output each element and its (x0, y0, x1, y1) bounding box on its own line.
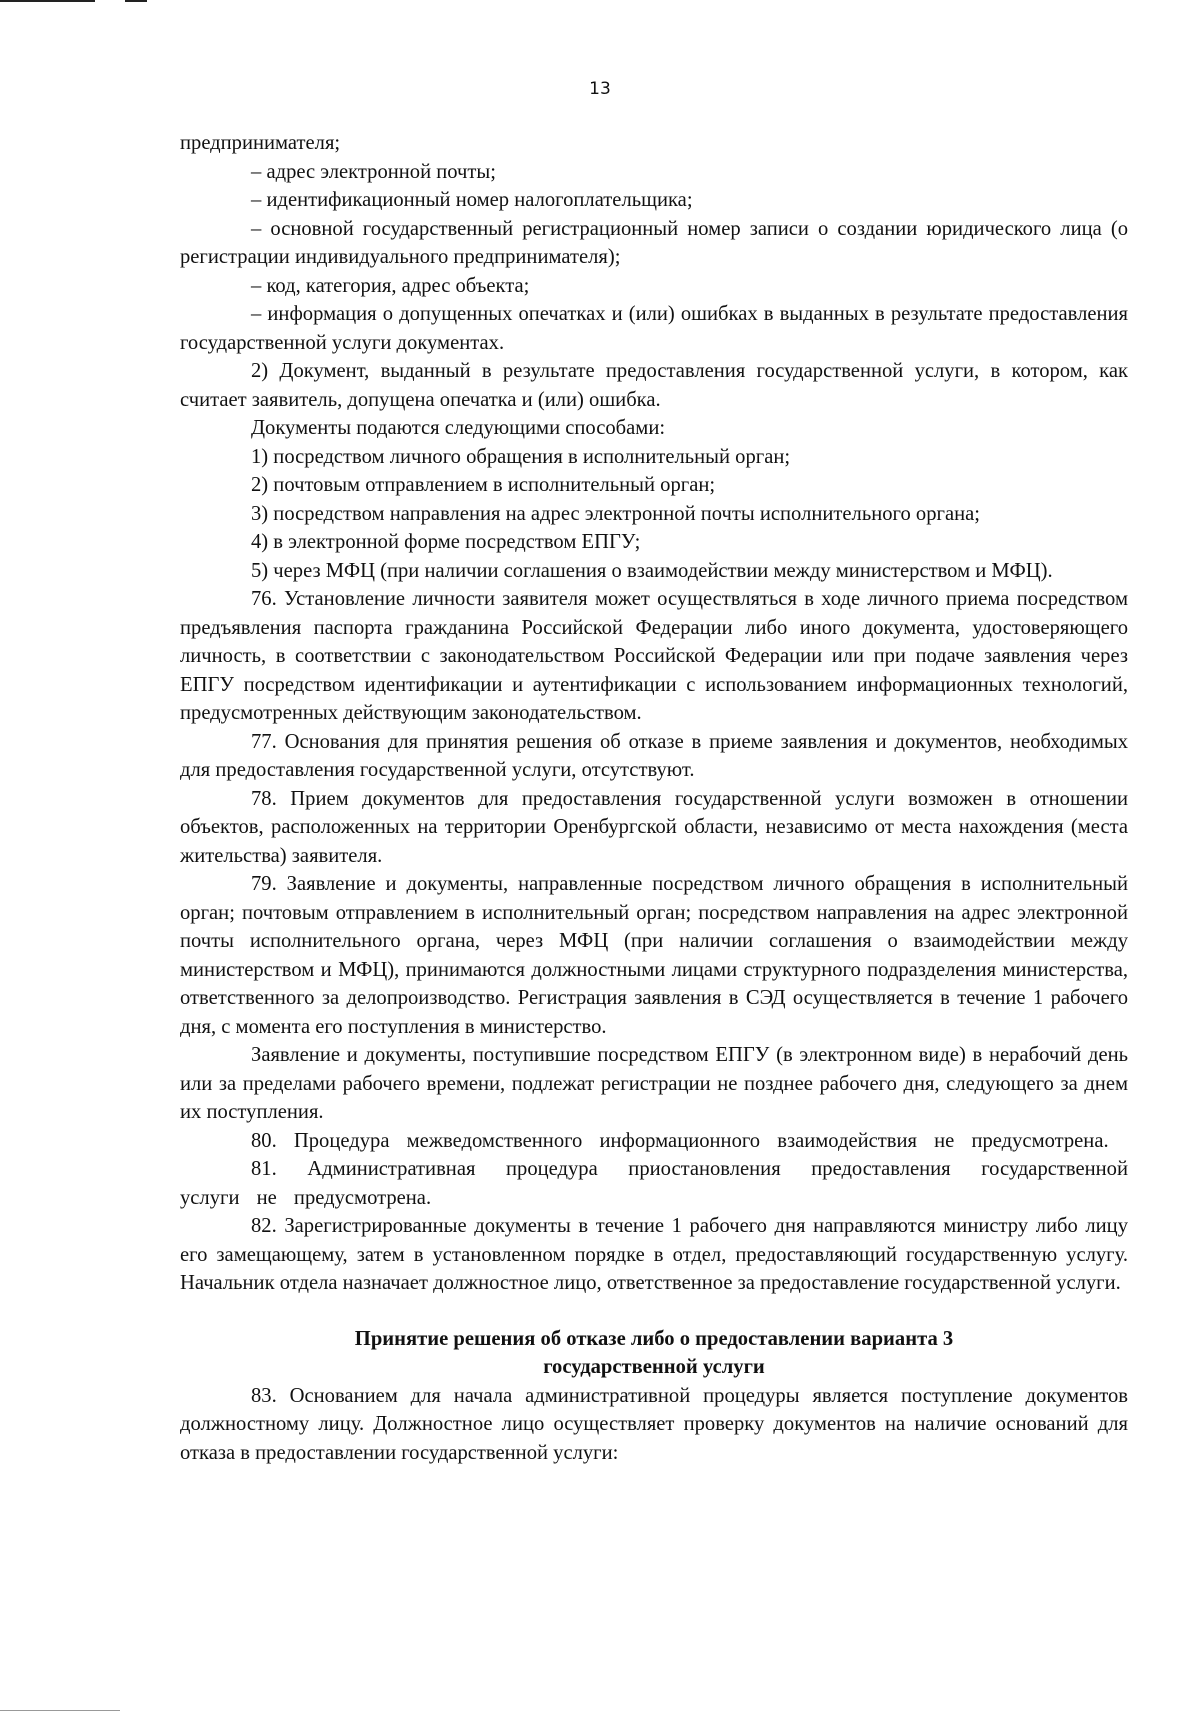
document-body (180, 129, 1128, 1467)
paragraph: 76. Установление личности заявителя может осуществляться в ходе личного приема посредством предъявления паспорта гражданина Российской Федерации либо иного документа, удостоверяющего личность, в соответствии с законодательством Российской Федерации или при подаче заявления через ЕПГУ посредством идентификации и аутентификации с использованием информационных технологий, предусмотренных действующим законодательством. (180, 588, 1128, 724)
section-heading (180, 1325, 1128, 1382)
scan-edge-mark (0, 0, 95, 2)
section-heading-line-2: государственной услуги (543, 1356, 765, 1378)
paragraph: 5) через МФЦ (при наличии соглашения о взаимодействии между министерством и МФЦ). (251, 559, 1053, 582)
paragraph: 82. Зарегистрированные документы в течение 1 рабочего дня направляются министру либо лицу его замещающему, затем в установленном порядке в отдел, предоставляющий государственную услугу. Начальник отдела назначает должностное лицо, ответственное за предоставление государственной услуги. (180, 1215, 1128, 1294)
paragraph: 4) в электронной форме посредством ЕПГУ; (251, 531, 641, 553)
paragraph: Заявление и документы, поступившие посредством ЕПГУ (в электронном виде) в нерабочий день или за пределами рабочего времени, подлежат регистрации не позднее рабочего дня, следующего за днем их поступления. (180, 1044, 1128, 1123)
scan-edge-mark (0, 1710, 120, 1711)
paragraph-block-after-heading (180, 1382, 1128, 1468)
page-number: 13 (589, 79, 611, 99)
paragraph: 81. Административная процедура приостановления предоставления государственной услуги не предусмотрена. (180, 1158, 1128, 1209)
paragraph: – информация о допущенных опечатках и (или) ошибках в выданных в результате предоставления государственной услуги документах. (180, 303, 1128, 354)
paragraph: 77. Основания для принятия решения об отказе в приеме заявления и документов, необходимых для предоставления государственной услуги, отсутствуют. (180, 730, 1128, 781)
paragraph: 80. Процедура межведомственного информационного взаимодействия не предусмотрена. (251, 1129, 1109, 1152)
paragraph-block (180, 129, 1128, 1298)
paragraph: 78. Прием документов для предоставления государственной услуги возможен в отношении объектов, расположенных на территории Оренбургской области, независимо от места нахождения (места жительства) заявителя. (180, 787, 1128, 867)
scan-edge-mark (125, 0, 147, 2)
paragraph: – основной государственный регистрационный номер записи о создании юридического лица (о регистрации индивидуального предпринимателя); (180, 217, 1128, 268)
paragraph: – адрес электронной почты; (251, 160, 496, 183)
paragraph: 3) посредством направления на адрес электронной почты исполнительного органа; (251, 502, 980, 525)
paragraph: 2) почтовым отправлением в исполнительный орган; (251, 474, 716, 496)
paragraph: Документы подаются следующими способами: (251, 417, 666, 439)
paragraph: 79. Заявление и документы, направленные посредством личного обращения в исполнительный орган; почтовым отправлением в исполнительный орган; посредством направления на адрес электронной почты исполнительного органа, через МФЦ (при наличии соглашения о взаимодействии между министерством и МФЦ), принимаются должностными лицами структурного подразделения министерства, ответственного за делопроизводство. Регистрация заявления в СЭД осуществляется в течение 1 рабочего дня, с момента его поступления в министерство. (180, 873, 1128, 1038)
paragraph: 83. Основанием для начала административной процедуры является поступление документов должностному лицу. Должностное лицо осуществляет проверку документов на наличие оснований для отказа в предоставлении государственной услуги: (180, 1384, 1128, 1464)
paragraph: 1) посредством личного обращения в исполнительный орган; (251, 445, 791, 468)
paragraph: предпринимателя; (180, 132, 341, 154)
paragraph: 2) Документ, выданный в результате предоставления государственной услуги, в котором, как считает заявитель, допущена опечатка и (или) ошибка. (180, 360, 1128, 411)
paragraph: – идентификационный номер налогоплательщика; (251, 189, 693, 211)
section-heading-line-1: Принятие решения об отказе либо о предоставлении варианта 3 (354, 1327, 954, 1350)
paragraph: – код, категория, адрес объекта; (251, 274, 530, 297)
